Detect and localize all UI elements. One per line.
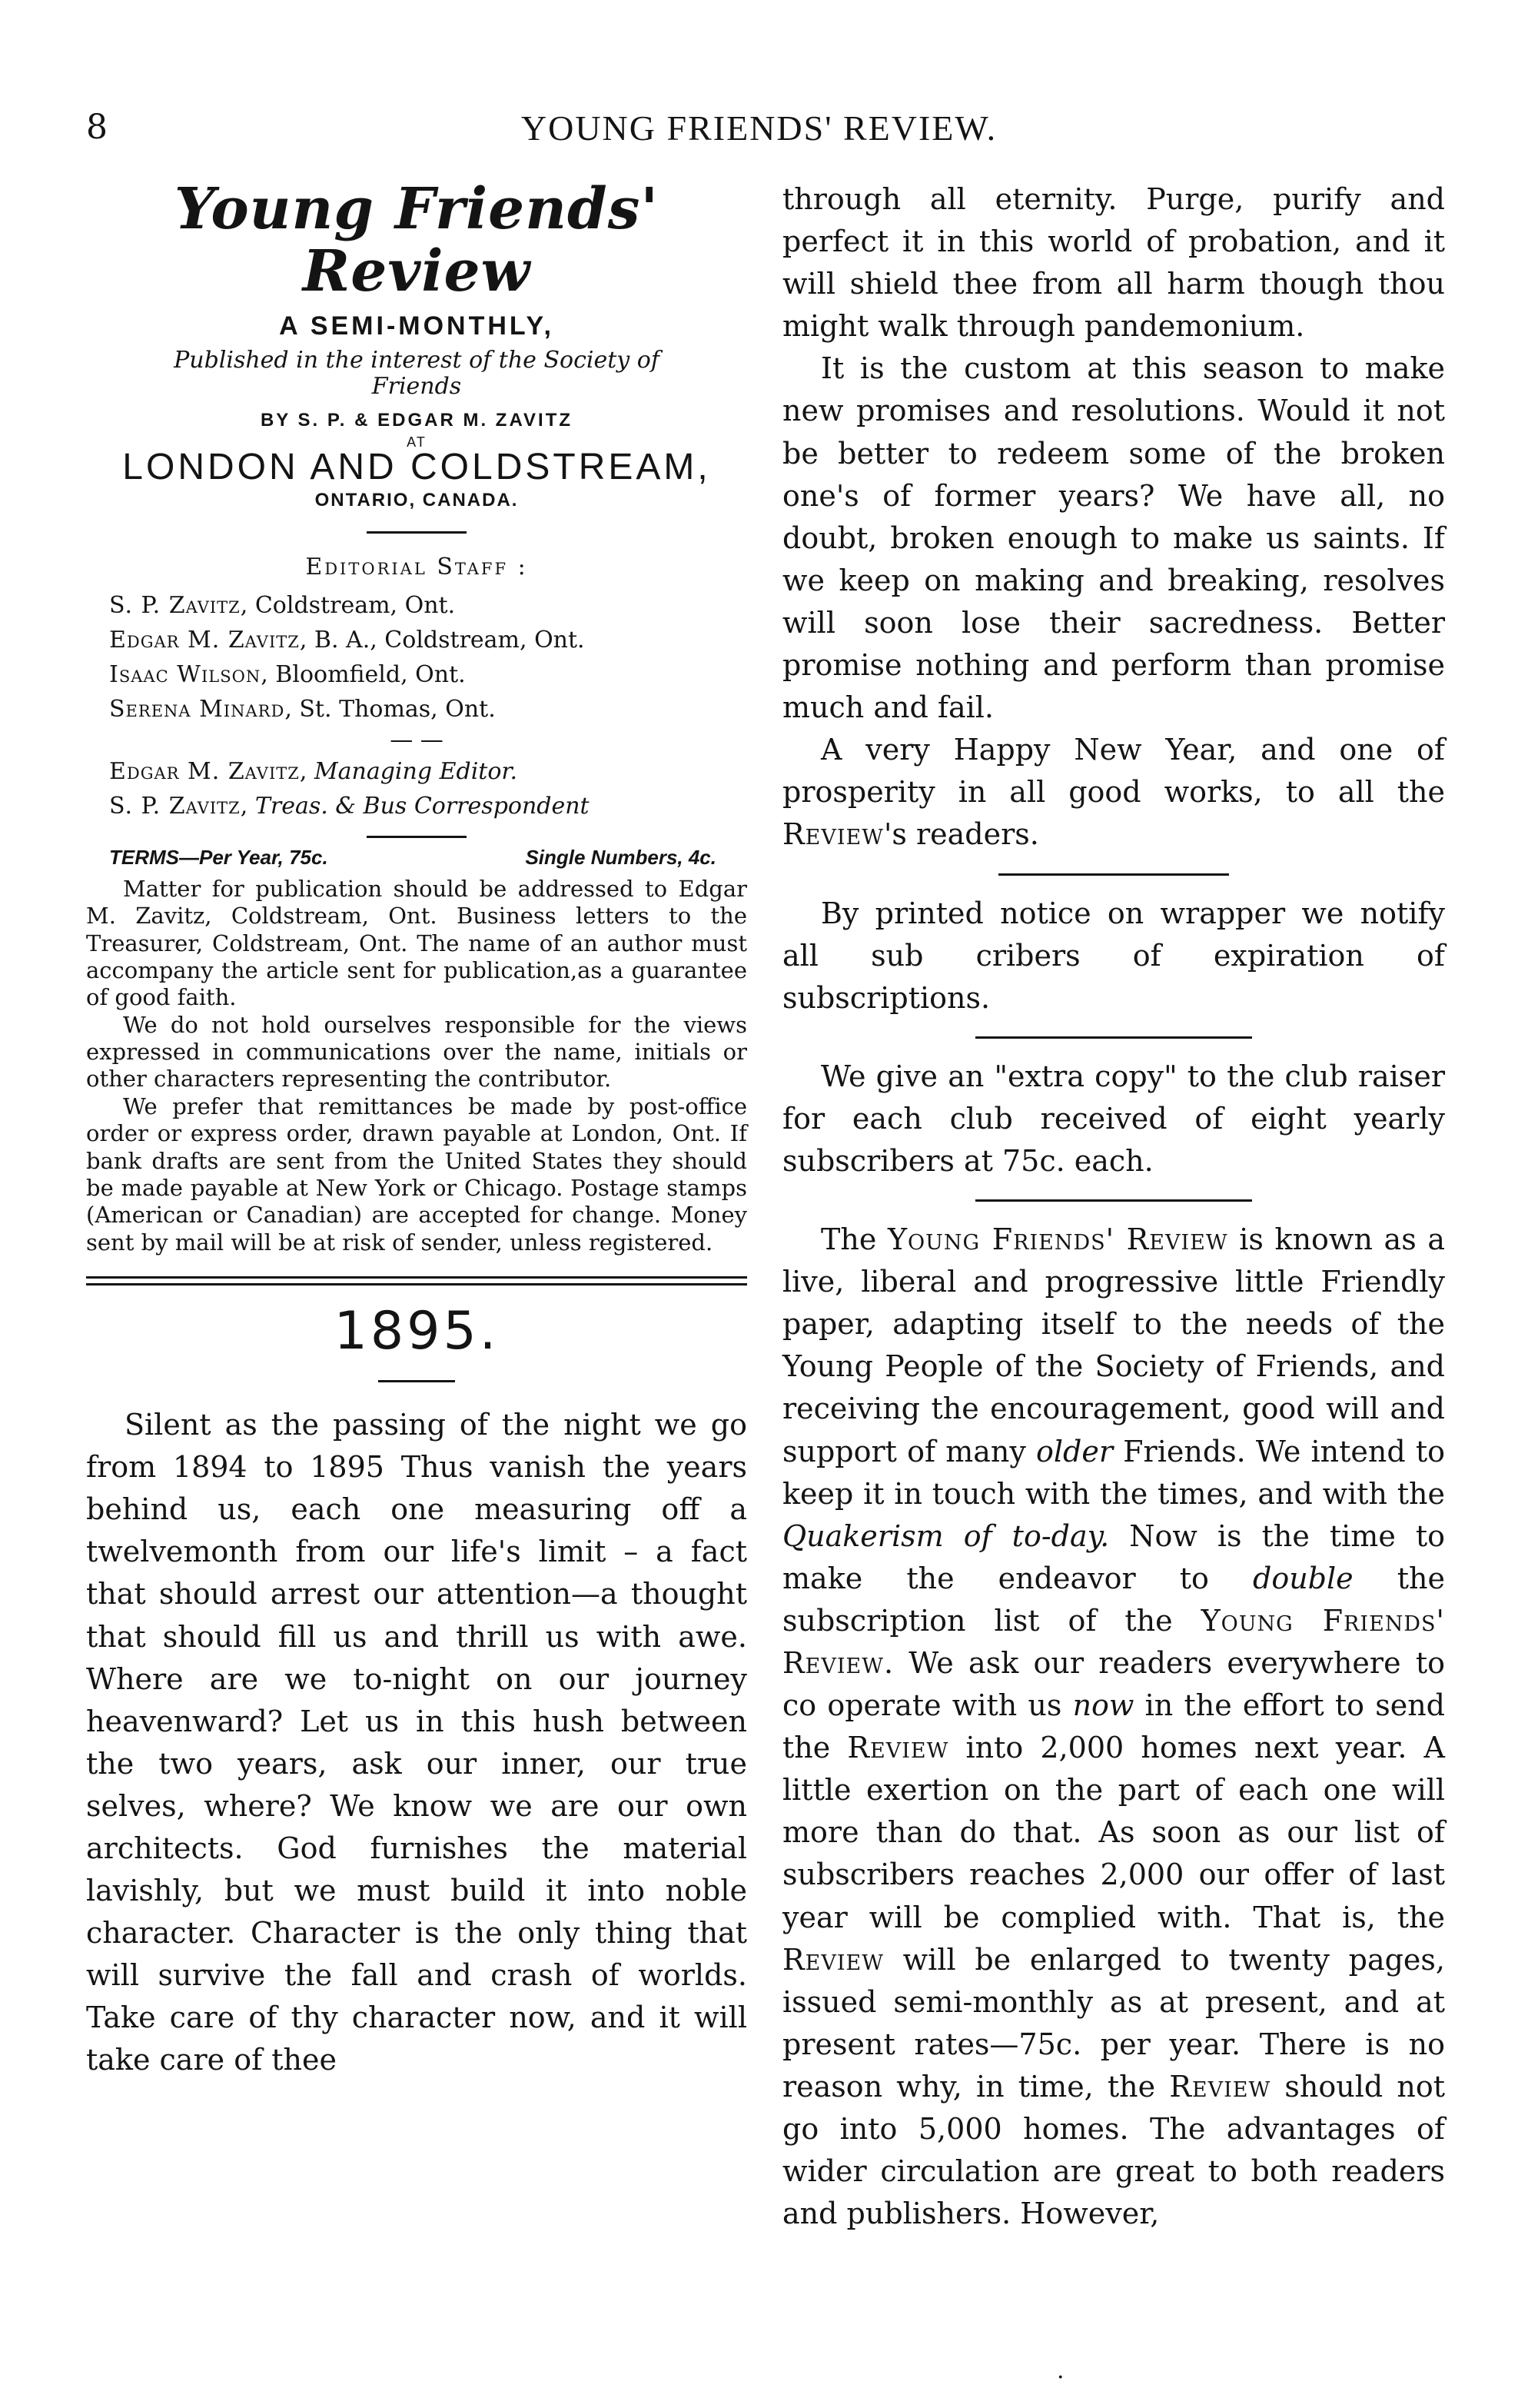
notice-extra-copy: We give an "extra copy" to the club raiser for each club received of eight yearly subscribers at 75c. each. (782, 1059, 1445, 1178)
text-run: The (821, 1222, 888, 1257)
staff-name: S. P. Zavitz (109, 591, 241, 619)
page-number: 8 (86, 108, 108, 147)
review-name: Review (1169, 2069, 1271, 2104)
article-paragraph: It is the custom at this season to make new promises and resolutions. Would it not be better to redeem some of the broken one's of former years? We have all, no doubt, broken enough to make us saints. If we keep on making and breaking, resolves will soon lose their sacredness. Better promise nothing and perform than promise much and fail. (782, 351, 1445, 725)
managing-editor-line: Edgar M. Zavitz, Managing Editor. (109, 757, 517, 785)
text-run: in the effort to send the (782, 1688, 1445, 1765)
left-column (86, 178, 747, 2082)
text-run: is known as a live, liberal and progressive little Friendly paper, adapting itself to the needs of the Young People of the Society of Friends, and receiving the encouragement, good will and support of many (782, 1222, 1445, 1468)
right-column (782, 178, 1445, 2235)
masthead-published: Published in the interest of the Society of Friends (174, 346, 659, 401)
staff-name: Serena Minard (109, 695, 285, 723)
article-heading: 1895. (334, 1301, 500, 1362)
text-run: 's readers. (883, 817, 1039, 852)
italic-run: double (1253, 1561, 1354, 1595)
text-run: should not go into 5,000 homes. The advantages of wider circulation are great to both readers and publishers. However, (782, 2069, 1445, 2231)
terms-single: Single Numbers, 4c. (525, 845, 716, 869)
masthead-subtitle: A SEMI-MONTHLY, (279, 311, 554, 341)
notice-paragraph: We prefer that remittances be made by post-office order or express order, drawn payable at London, Ont. If bank drafts are sent from the United States they should be made payable at New York or Chicago. Postage stamps (American or Canadian) are accepted for change. Money sent by mail will be at risk of sender, unless registered. (86, 1093, 747, 1256)
treasurer-role: Treas. & Bus Correspondent (254, 792, 590, 820)
staff-name: Isaac Wilson (109, 660, 261, 688)
terms-line (109, 846, 747, 870)
italic-run: Quakerism of to-day. (782, 1518, 1110, 1553)
divider (975, 1036, 1252, 1039)
notice-paragraph: We do not hold ourselves responsible for the views expressed in communications over the name, initials or other characters representing the contributor. (86, 1011, 747, 1093)
review-name: Young Friends' Review. (782, 1603, 1445, 1680)
staff-heading: Editorial Staff : (305, 553, 528, 580)
article-paragraph (782, 729, 1445, 856)
staff-separator: — — (390, 726, 443, 753)
masthead-location: LONDON AND COLDSTREAM, (122, 446, 711, 487)
staff-member (109, 692, 747, 727)
masthead-byline: BY S. P. & EDGAR M. ZAVITZ (260, 409, 573, 431)
staff-member (109, 623, 747, 657)
review-name: Review (782, 817, 884, 852)
staff-place: , Bloomfield, Ont. (261, 660, 466, 688)
divider (378, 1380, 455, 1382)
text-run: We ask our readers everywhere to co operate with us (782, 1646, 1445, 1723)
italic-run: older (1036, 1434, 1114, 1468)
staff-place: , Coldstream, Ont. (240, 591, 456, 619)
terms-per-year: TERMS—Per Year, 75c. (109, 845, 328, 869)
staff-member (109, 657, 747, 692)
staff-member (109, 588, 747, 623)
staff-place: , St. Thomas, Ont. (284, 695, 496, 723)
managing-editor-role: Managing Editor. (314, 757, 517, 785)
staff-place: , B. A., Coldstream, Ont. (299, 626, 585, 654)
staff-name: Edgar M. Zavitz (109, 626, 300, 654)
review-name: Review (847, 1731, 949, 1765)
italic-run: now (1072, 1688, 1134, 1723)
managing-editor-name: Edgar M. Zavitz (109, 757, 300, 785)
printer-mark: · (1057, 2364, 1065, 2391)
article-paragraph: Silent as the passing of the night we go from 1894 to 1895 Thus vanish the years behind us, each one measuring off a twelvemonth from our life's limit – a fact that should arrest our attention—a thought that should fill us and thrill us with awe. Where are we to-night on our journey heavenward? Let us in this hush between the two years, ask our inner, our true selves, where? We know we are our own architects. God furnishes the material lavishly, but we must build it into noble character. Character is the only thing that will survive the fall and crash of worlds. Take care of thy character now, and it will take care of thee (86, 1408, 747, 2077)
text-run: will be enlarged to twenty pages, issued semi-monthly as at present, and at present rates—75c. per year. There is no reason why, in time, the (782, 1942, 1445, 2104)
review-name: Review (782, 1942, 884, 1977)
review-name: Young Friends' Review (887, 1222, 1228, 1257)
double-rule (86, 1276, 747, 1285)
divider (998, 873, 1229, 876)
notice-wrapper: By printed notice on wrapper we notify all sub cribers of expiration of subscriptions. (782, 896, 1445, 1015)
masthead-at: AT (407, 434, 427, 450)
masthead-province: ONTARIO, CANADA. (314, 489, 519, 511)
text-run: Now is the time to make the endeavor to (782, 1518, 1446, 1595)
treasurer-line: S. P. Zavitz, Treas. & Bus Correspondent (109, 792, 590, 820)
running-title: YOUNG FRIENDS' REVIEW. (520, 108, 998, 148)
text-run: into 2,000 homes next year. A little exertion on the part of each one will more than do that. As soon as our list of subscribers reaches 2,000 our offer of last year will be complied with. That is, the (782, 1731, 1445, 1934)
masthead-title: Young Friends' Review (174, 176, 659, 305)
divider (367, 531, 467, 534)
treasurer-name: S. P. Zavitz (109, 792, 241, 820)
text-run: Friends. We intend to keep it in touch with the times, and with the (782, 1434, 1445, 1511)
divider (367, 836, 467, 838)
text-run: the subscription list of the (782, 1561, 1446, 1638)
text-run: A very Happy New Year, and one of prosperity in all good works, to all the (782, 733, 1445, 810)
promo-paragraph (782, 1219, 1445, 2235)
article-paragraph-continued: through all eternity. Purge, purify and perfect it in this world of probation, and it will shield thee from all harm though thou might walk through pandemonium. (782, 182, 1445, 344)
notice-paragraph: Matter for publication should be addressed to Edgar M. Zavitz, Coldstream, Ont. Business letters to the Treasurer, Coldstream, Ont. The name of an author must accompany the article sent for publication,as a guarantee of good faith. (86, 875, 747, 1011)
divider (975, 1199, 1252, 1202)
